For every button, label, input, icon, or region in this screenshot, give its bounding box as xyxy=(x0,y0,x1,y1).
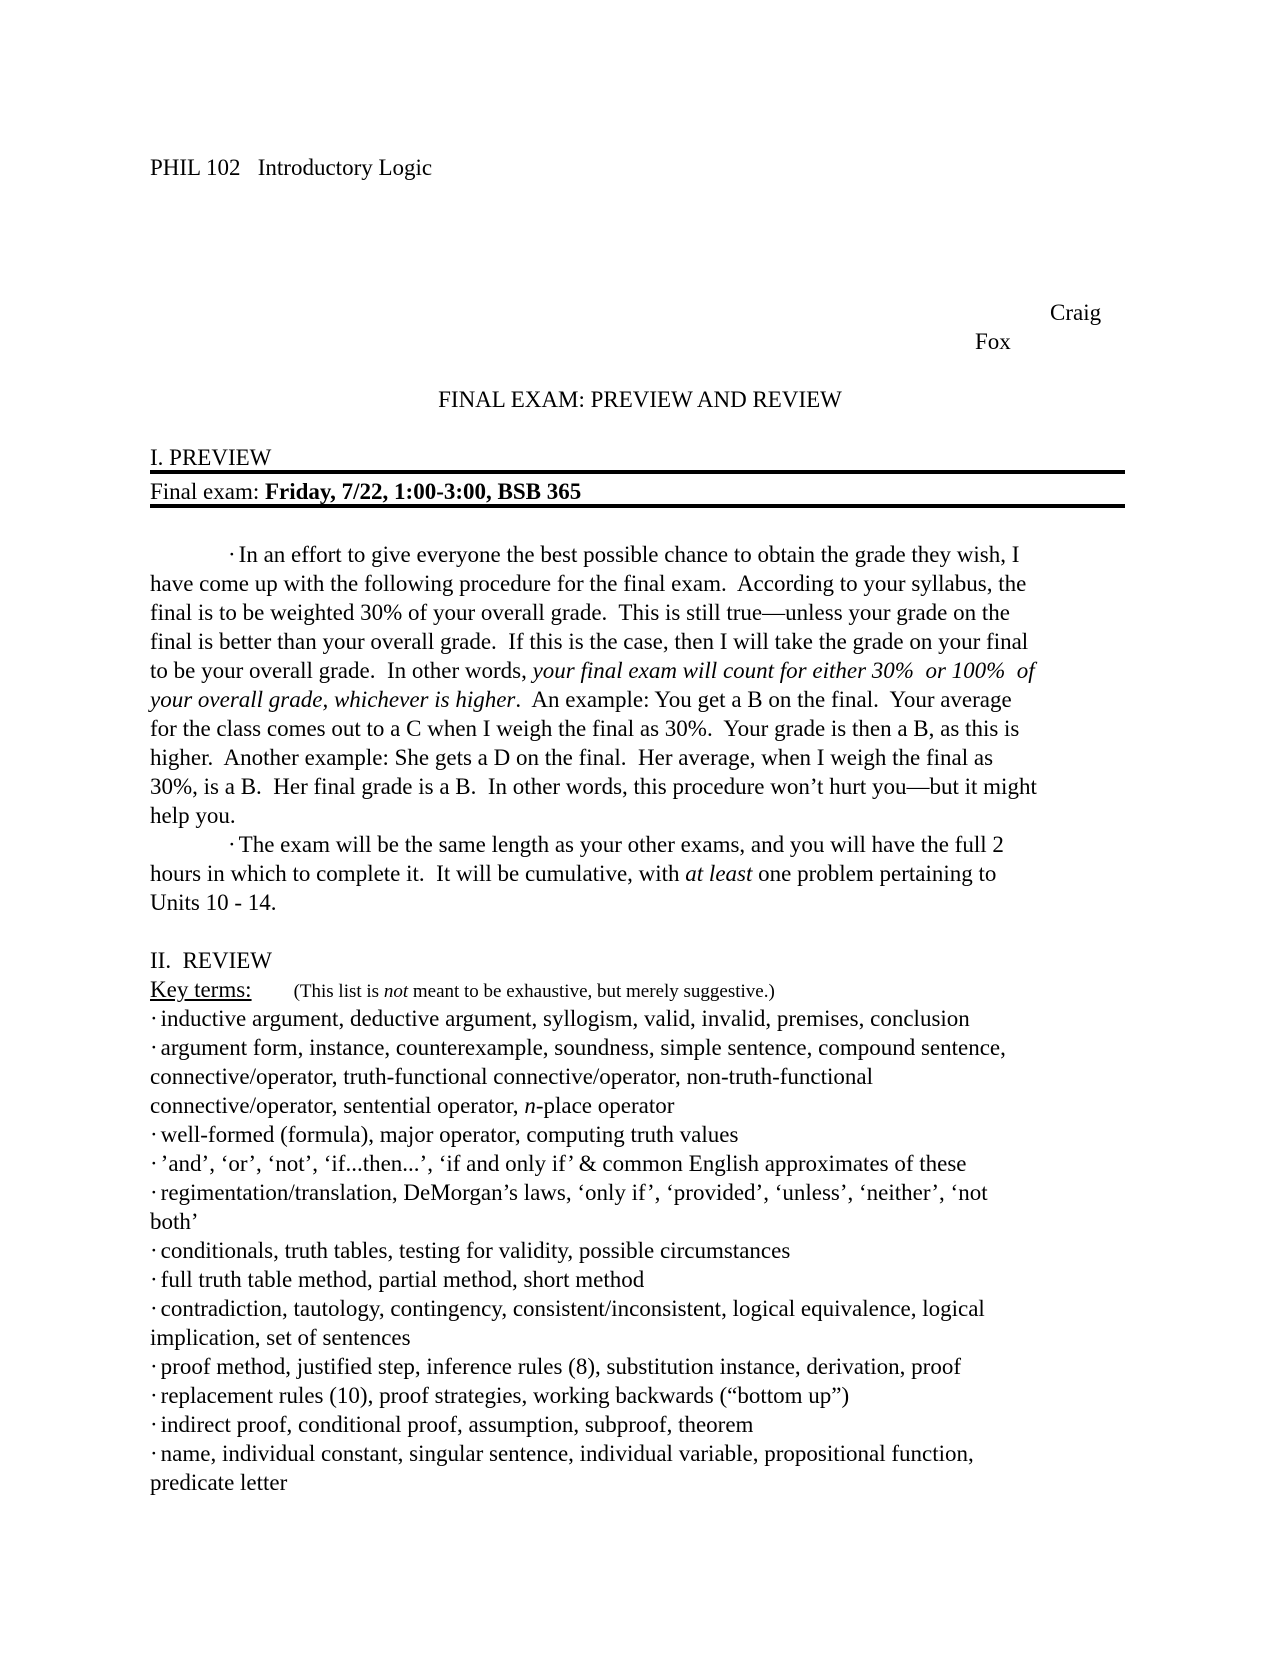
paragraph-line: for the class comes out to a C when I weigh the final as 30%. Your grade is then a B, as this is xyxy=(150,716,1020,741)
exam-label: Final exam: xyxy=(150,479,265,504)
list-item: · replacement rules (10), proof strategies, working backwards (“bottom up”) xyxy=(150,1383,850,1408)
list-item: · inductive argument, deductive argument, syllogism, valid, invalid, premises, conclusion xyxy=(150,1006,970,1031)
list-item: · regimentation/translation, DeMorgan’s laws, ‘only if’, ‘provided’, ‘unless’, ‘neither’, ‘not xyxy=(150,1180,988,1205)
list-item: · name, individual constant, singular sentence, individual variable, propositional function, xyxy=(150,1441,974,1466)
list-item-continuation: connective/operator, sentential operator, n-place operator xyxy=(150,1093,675,1118)
bullet: · xyxy=(150,1122,158,1147)
review-heading: II. REVIEW xyxy=(150,948,272,973)
bullet: · xyxy=(150,1267,158,1292)
grading-policy-paragraph xyxy=(150,540,1125,830)
rule-top xyxy=(150,470,1125,474)
exam-format-paragraph xyxy=(150,830,1125,917)
list-item-continuation: both’ xyxy=(150,1209,199,1234)
bullet: · xyxy=(150,1006,158,1031)
key-terms-label: Key terms: xyxy=(150,977,252,1002)
key-terms-line xyxy=(150,975,775,1006)
paragraph-line: final is better than your overall grade. If this is the case, then I will take the grade on your final xyxy=(150,629,1029,654)
author-last-name: Fox xyxy=(975,329,1011,354)
paragraph-line: · The exam will be the same length as your other exams, and you will have the full 2 xyxy=(228,832,1004,857)
list-item: · well-formed (formula), major operator, computing truth values xyxy=(150,1122,739,1147)
rule-bottom xyxy=(150,504,1125,508)
bullet: · xyxy=(150,1354,158,1379)
exam-info-line xyxy=(150,477,581,506)
bullet: · xyxy=(150,1296,158,1321)
bullet: · xyxy=(150,1441,158,1466)
list-item: · conditionals, truth tables, testing for validity, possible circumstances xyxy=(150,1238,791,1263)
paragraph-line: your overall grade, whichever is higher. An example: You get a B on the final. Your average xyxy=(150,687,1012,712)
bullet: · xyxy=(150,1412,158,1437)
paragraph-line: have come up with the following procedure for the final exam. According to your syllabus, the xyxy=(150,571,1027,596)
bullet: · xyxy=(150,1180,158,1205)
key-terms-note: (This list is not meant to be exhaustive, but merely suggestive.) xyxy=(293,981,775,1002)
paragraph-line: final is to be weighted 30% of your overall grade. This is still true—unless your grade on the xyxy=(150,600,1010,625)
paragraph-line: 30%, is a B. Her final grade is a B. In other words, this procedure won’t hurt you—but it might xyxy=(150,774,1037,799)
list-item-continuation: connective/operator, truth-functional connective/operator, non-truth-functional xyxy=(150,1064,874,1089)
bullet: · xyxy=(228,542,236,567)
bullet: · xyxy=(150,1383,158,1408)
paragraph-line: help you. xyxy=(150,803,236,828)
paragraph-line: to be your overall grade. In other words, your final exam will count for either 30% or 100% of xyxy=(150,658,1035,683)
paragraph-line: Units 10 - 14. xyxy=(150,890,277,915)
list-item-continuation: implication, set of sentences xyxy=(150,1325,411,1350)
list-item: · ’and’, ‘or’, ‘not’, ‘if...then...’, ‘if and only if’ & common English approximates of these xyxy=(150,1151,967,1176)
course-title: PHIL 102 Introductory Logic xyxy=(150,155,433,180)
list-item: · argument form, instance, counterexample, soundness, simple sentence, compound sentence, xyxy=(150,1035,1006,1060)
author-first-name: Craig xyxy=(1050,300,1102,325)
document-title: FINAL EXAM: PREVIEW AND REVIEW xyxy=(438,387,842,412)
list-item: · indirect proof, conditional proof, assumption, subproof, theorem xyxy=(150,1412,754,1437)
list-item-continuation: predicate letter xyxy=(150,1470,288,1495)
bullet: · xyxy=(150,1035,158,1060)
bullet: · xyxy=(150,1238,158,1263)
list-item: · contradiction, tautology, contingency, consistent/inconsistent, logical equivalence, logical xyxy=(150,1296,985,1321)
paragraph-line: hours in which to complete it. It will be cumulative, with at least one problem pertaining to xyxy=(150,861,997,886)
bullet: · xyxy=(228,832,236,857)
key-terms-list xyxy=(150,1004,1125,1497)
paragraph-line: · In an effort to give everyone the best possible chance to obtain the grade they wish, I xyxy=(228,542,1020,567)
list-item: · full truth table method, partial method, short method xyxy=(150,1267,645,1292)
bullet: · xyxy=(150,1151,158,1176)
preview-heading: I. PREVIEW xyxy=(150,445,272,470)
list-item: · proof method, justified step, inference rules (8), substitution instance, derivation, proof xyxy=(150,1354,961,1379)
paragraph-line: higher. Another example: She gets a D on the final. Her average, when I weigh the final as xyxy=(150,745,994,770)
exam-details: Friday, 7/22, 1:00-3:00, BSB 365 xyxy=(264,479,582,504)
